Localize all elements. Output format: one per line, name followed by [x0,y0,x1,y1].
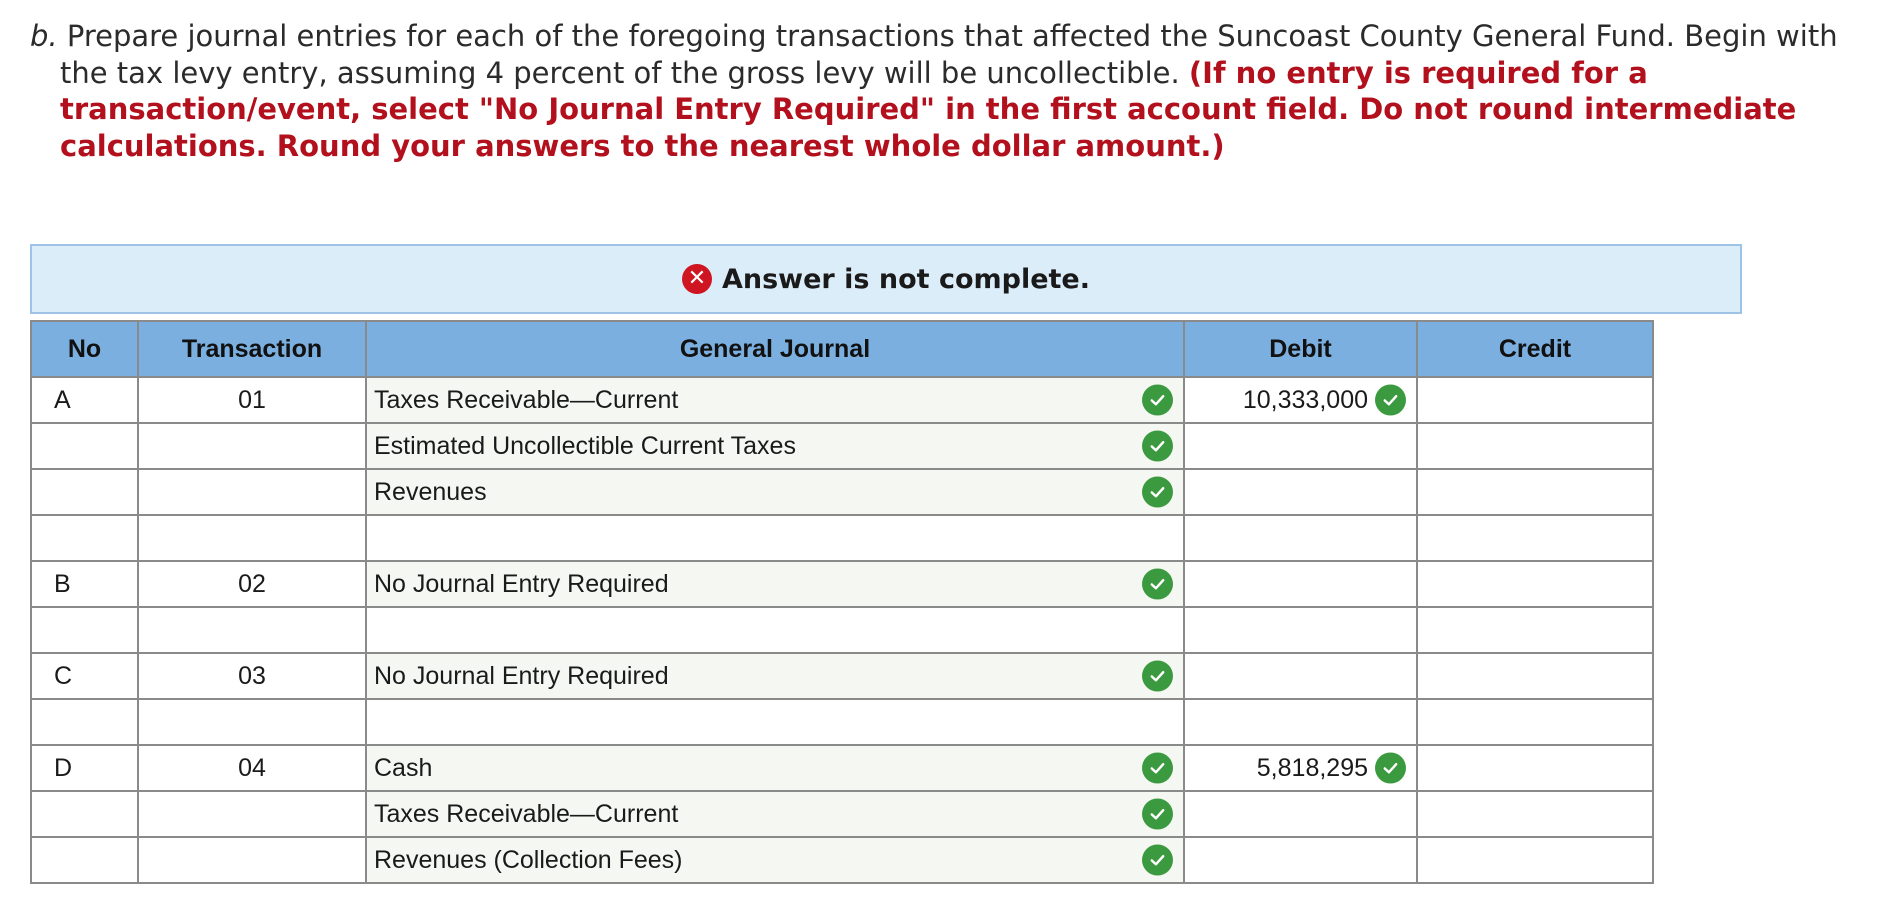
account-value: Taxes Receivable—Current [374,385,679,414]
credit-input[interactable] [1417,791,1653,837]
question-text [30,18,1870,164]
account-select[interactable] [366,423,1184,469]
cell-no: A [31,377,138,423]
check-circle-icon [1142,661,1173,692]
debit-input[interactable] [1184,607,1417,653]
credit-input[interactable] [1417,653,1653,699]
account-value: Cash [374,753,433,782]
check-circle-icon [1142,845,1173,876]
debit-input[interactable] [1184,561,1417,607]
col-header-transaction: Transaction [138,321,366,377]
table-row [31,561,1653,607]
check-circle-icon [1375,753,1406,784]
account-value: Revenues [374,477,487,506]
cell-transaction: 04 [138,745,366,791]
credit-input[interactable] [1417,423,1653,469]
account-select[interactable] [366,653,1184,699]
credit-input[interactable] [1417,561,1653,607]
account-select[interactable] [366,561,1184,607]
table-row [31,837,1653,883]
cell-no [31,791,138,837]
col-header-no: No [31,321,138,377]
check-circle-icon [1142,753,1173,784]
cell-transaction: 01 [138,377,366,423]
question-instructions: (If no entry is required for a transaction/event, select "No Journal Entry Required" in the first account field. Do not round intermediate calculations. Round your answers to the nearest whole dollar amount.) [60,55,1797,163]
table-row [31,653,1653,699]
account-value: No Journal Entry Required [374,569,669,598]
table-row [31,607,1653,653]
cell-transaction [138,699,366,745]
check-circle-icon [1142,385,1173,416]
check-circle-icon [1142,431,1173,462]
account-select[interactable] [366,515,1184,561]
credit-input[interactable] [1417,377,1653,423]
cell-transaction: 02 [138,561,366,607]
table-row [31,469,1653,515]
debit-input[interactable] [1184,515,1417,561]
debit-input[interactable] [1184,469,1417,515]
cell-no [31,469,138,515]
check-circle-icon [1375,385,1406,416]
check-circle-icon [1142,477,1173,508]
account-select[interactable] [366,469,1184,515]
cell-transaction [138,837,366,883]
x-circle-icon: ✕ [682,264,712,294]
debit-input[interactable] [1184,653,1417,699]
cell-transaction [138,469,366,515]
credit-input[interactable] [1417,515,1653,561]
cell-no [31,837,138,883]
cell-no [31,699,138,745]
account-value: Revenues (Collection Fees) [374,845,683,874]
cell-no [31,423,138,469]
account-select[interactable] [366,837,1184,883]
check-circle-icon [1142,569,1173,600]
account-value: No Journal Entry Required [374,661,669,690]
debit-value: 5,818,295 [1256,753,1368,782]
debit-input[interactable] [1184,837,1417,883]
cell-transaction [138,515,366,561]
cell-no: C [31,653,138,699]
question-letter: b. [30,19,58,53]
account-select[interactable] [366,791,1184,837]
account-select[interactable] [366,699,1184,745]
question-body: Prepare journal entries for each of the foregoing transactions that affected the Suncoast County General Fund. Begin with the tax levy entry, assuming 4 percent of the gross levy will be uncollectible. [57,19,1838,90]
journal-body [31,377,1653,883]
table-row [31,423,1653,469]
answer-status-text: Answer is not complete. [721,263,1091,295]
table-row [31,745,1653,791]
col-header-credit: Credit [1417,321,1653,377]
table-row [31,791,1653,837]
credit-input[interactable] [1417,699,1653,745]
debit-input[interactable] [1184,377,1417,423]
account-value: Estimated Uncollectible Current Taxes [374,431,796,460]
cell-no: D [31,745,138,791]
cell-no: B [31,561,138,607]
debit-input[interactable] [1184,423,1417,469]
answer-status-banner [30,244,1742,314]
debit-input[interactable] [1184,699,1417,745]
credit-input[interactable] [1417,745,1653,791]
credit-input[interactable] [1417,607,1653,653]
account-select[interactable] [366,607,1184,653]
cell-no [31,607,138,653]
check-circle-icon [1142,799,1173,830]
cell-transaction [138,423,366,469]
account-select[interactable] [366,745,1184,791]
cell-transaction [138,607,366,653]
debit-input[interactable] [1184,745,1417,791]
cell-transaction: 03 [138,653,366,699]
credit-input[interactable] [1417,837,1653,883]
debit-input[interactable] [1184,791,1417,837]
table-row [31,377,1653,423]
table-row [31,515,1653,561]
col-header-debit: Debit [1184,321,1417,377]
debit-value: 10,333,000 [1242,385,1368,414]
question-paragraph [30,18,1870,164]
credit-input[interactable] [1417,469,1653,515]
cell-no [31,515,138,561]
account-value: Taxes Receivable—Current [374,799,679,828]
account-select[interactable] [366,377,1184,423]
journal-table [30,320,1654,884]
table-row [31,699,1653,745]
table-header-row [31,321,1653,377]
col-header-general-journal: General Journal [366,321,1184,377]
cell-transaction [138,791,366,837]
